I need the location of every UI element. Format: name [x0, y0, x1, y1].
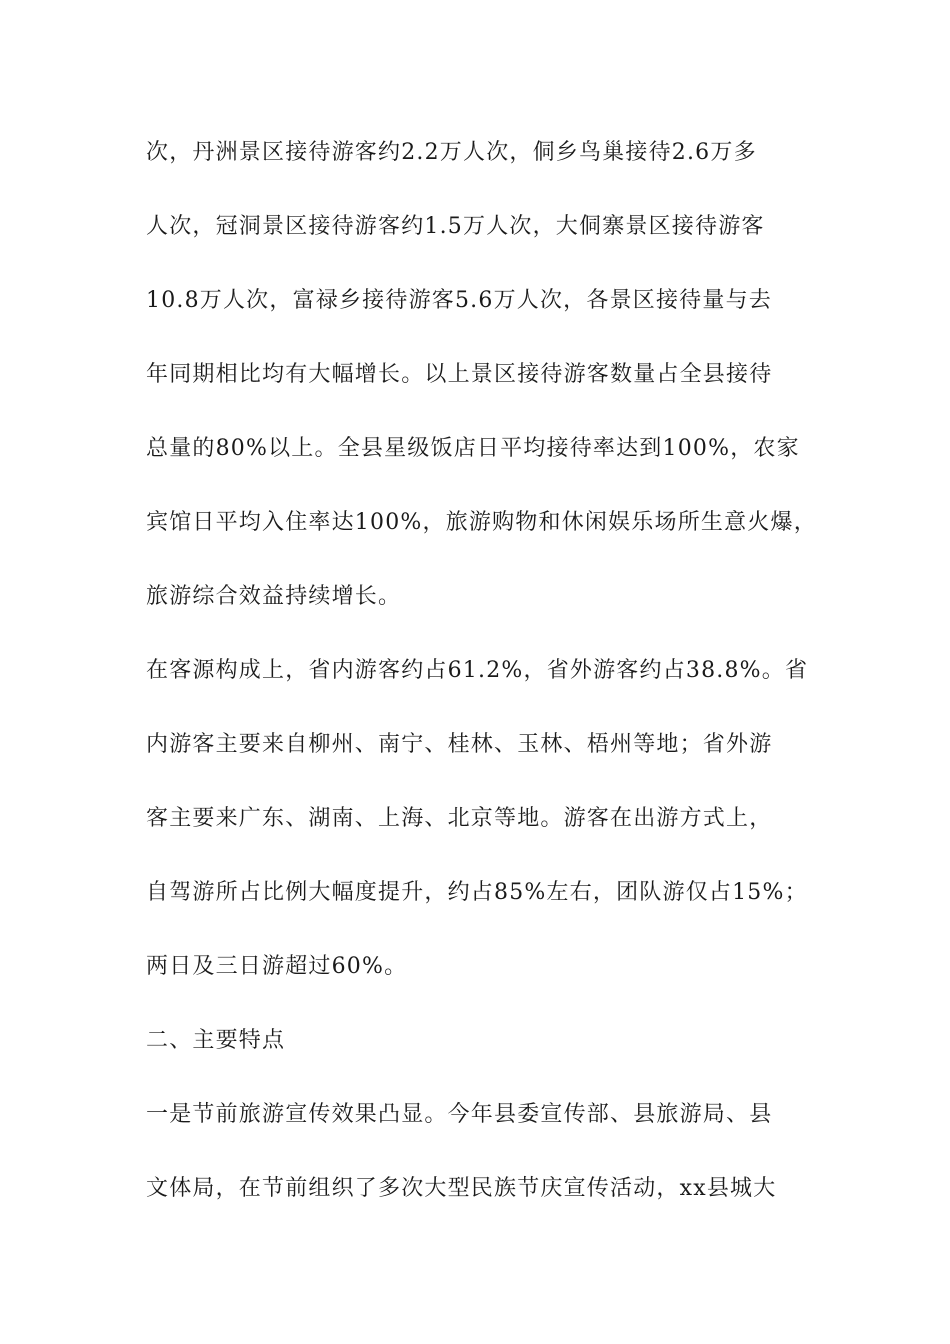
text-line: 客主要来广东、湖南、上海、北京等地。游客在出游方式上，: [146, 806, 773, 831]
text-line: 文体局，在节前组织了多次大型民族节庆宣传活动，xx县城大: [146, 1176, 777, 1201]
paragraph-start-line: 在客源构成上，省内游客约占61.2%，省外游客约占38.8%。省: [146, 658, 809, 683]
text-line: 两日及三日游超过60%。: [146, 954, 408, 979]
text-line: 宾馆日平均入住率达100%，旅游购物和休闲娱乐场所生意火爆，: [146, 510, 817, 535]
text-line: 次，丹洲景区接待游客约2.2万人次，侗乡鸟巢接待2.6万多: [146, 140, 757, 165]
text-line: 人次，冠洞景区接待游客约1.5万人次，大侗寨景区接待游客: [146, 214, 765, 239]
section-heading: 二、主要特点: [146, 1028, 286, 1053]
text-line: 总量的80%以上。全县星级饭店日平均接待率达到100%，农家: [146, 436, 800, 461]
paragraph-start-line: 一是节前旅游宣传效果凸显。今年县委宣传部、县旅游局、县: [146, 1102, 773, 1127]
text-line: 内游客主要来自柳州、南宁、桂林、玉林、梧州等地；省外游: [146, 732, 773, 757]
text-line: 年同期相比均有大幅增长。以上景区接待游客数量占全县接待: [146, 362, 773, 387]
text-line: 自驾游所占比例大幅度提升，约占85%左右，团队游仅占15%；: [146, 880, 808, 905]
text-line: 旅游综合效益持续增长。: [146, 584, 402, 609]
text-line: 10.8万人次，富禄乡接待游客5.6万人次，各景区接待量与去: [146, 288, 772, 313]
